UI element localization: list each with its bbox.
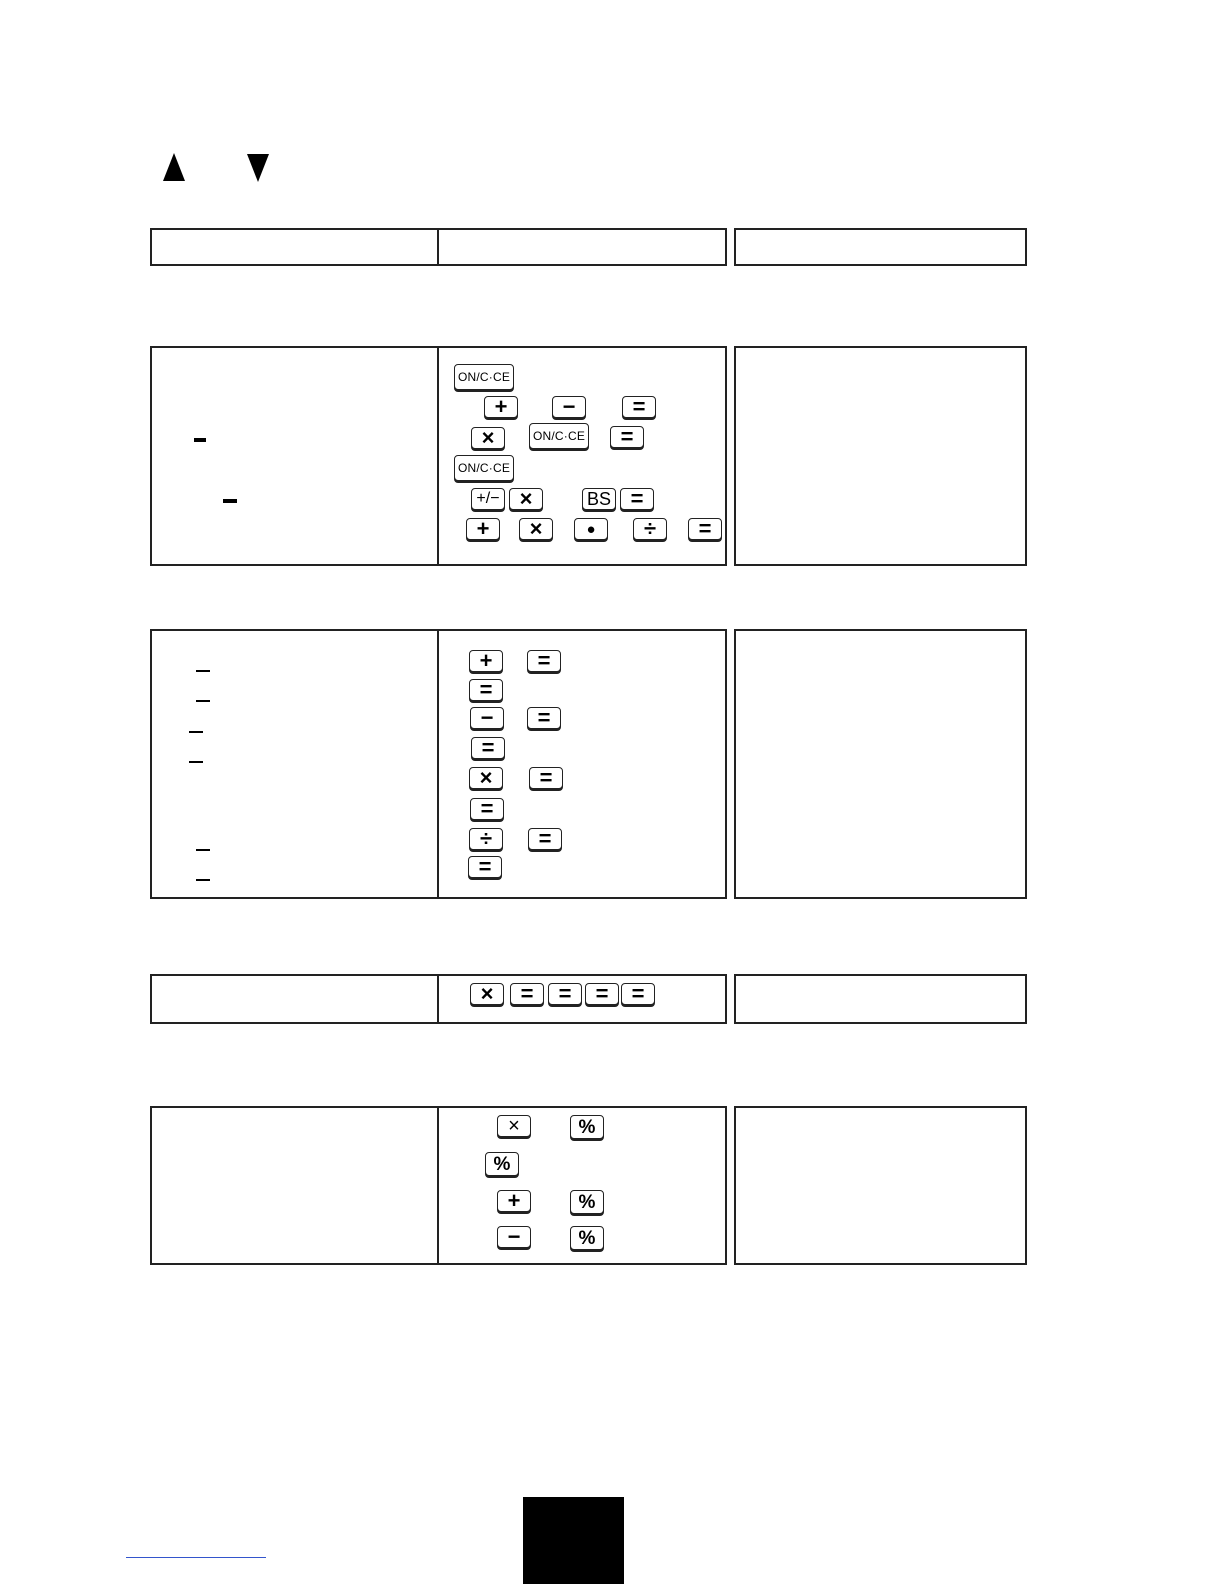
example-2-display-cell [734,629,1027,899]
underline-mark [196,879,210,881]
minus-sign-mark [194,438,206,442]
example-3-display-cell [734,974,1027,1024]
multiply-key[interactable]: × [471,427,505,449]
multiply-key[interactable]: × [469,767,503,789]
equals-key[interactable]: = [468,856,502,878]
decimal-point-key[interactable]: ● [574,518,608,540]
multiply-key[interactable]: × [509,488,543,510]
triangle-down-icon[interactable] [247,154,269,182]
link-underline[interactable] [126,1557,266,1558]
sign-change-key[interactable]: +/− [471,488,505,510]
on-clear-key[interactable]: ON/C·CE [454,364,514,390]
plus-key[interactable]: + [484,396,518,418]
column-divider [437,1106,439,1265]
multiply-key[interactable]: × [470,983,504,1005]
column-divider [437,228,439,266]
equals-key[interactable]: = [528,828,562,850]
on-clear-key[interactable]: ON/C·CE [454,455,514,481]
divide-key[interactable]: ÷ [469,828,503,850]
underline-mark [189,731,203,733]
equals-key[interactable]: = [469,679,503,701]
equals-key[interactable]: = [470,798,504,820]
underline-mark [196,670,210,672]
equals-key[interactable]: = [621,983,655,1005]
multiply-key[interactable]: × [497,1115,531,1137]
table-header-display-cell [734,228,1027,266]
example-1-display-cell [734,346,1027,566]
divide-key[interactable]: ÷ [633,518,667,540]
on-clear-key[interactable]: ON/C·CE [529,423,589,449]
underline-mark [196,849,210,851]
equals-key[interactable]: = [527,707,561,729]
equals-key[interactable]: = [510,983,544,1005]
column-divider [437,974,439,1024]
plus-key[interactable]: + [466,518,500,540]
percent-key[interactable]: % [570,1226,604,1250]
minus-key[interactable]: − [497,1226,531,1248]
plus-key[interactable]: + [497,1190,531,1212]
percent-key[interactable]: % [485,1152,519,1176]
equals-key[interactable]: = [471,737,505,759]
equals-key[interactable]: = [688,518,722,540]
column-divider [437,629,439,899]
equals-key[interactable]: = [527,650,561,672]
page-number-tab [523,1497,624,1584]
equals-key[interactable]: = [585,983,619,1005]
minus-key[interactable]: − [552,396,586,418]
percent-key[interactable]: % [570,1190,604,1214]
underline-mark [189,761,203,763]
example-4-display-cell [734,1106,1027,1265]
plus-key[interactable]: + [469,650,503,672]
minus-sign-mark [223,499,237,503]
column-divider [437,346,439,566]
minus-key[interactable]: − [470,707,504,729]
multiply-key[interactable]: × [519,518,553,540]
backspace-key[interactable]: BS [582,488,616,510]
equals-key[interactable]: = [622,396,656,418]
equals-key[interactable]: = [548,983,582,1005]
equals-key[interactable]: = [610,426,644,448]
triangle-up-icon[interactable] [163,153,185,181]
equals-key[interactable]: = [529,767,563,789]
underline-mark [196,700,210,702]
percent-key[interactable]: % [570,1115,604,1139]
equals-key[interactable]: = [620,488,654,510]
